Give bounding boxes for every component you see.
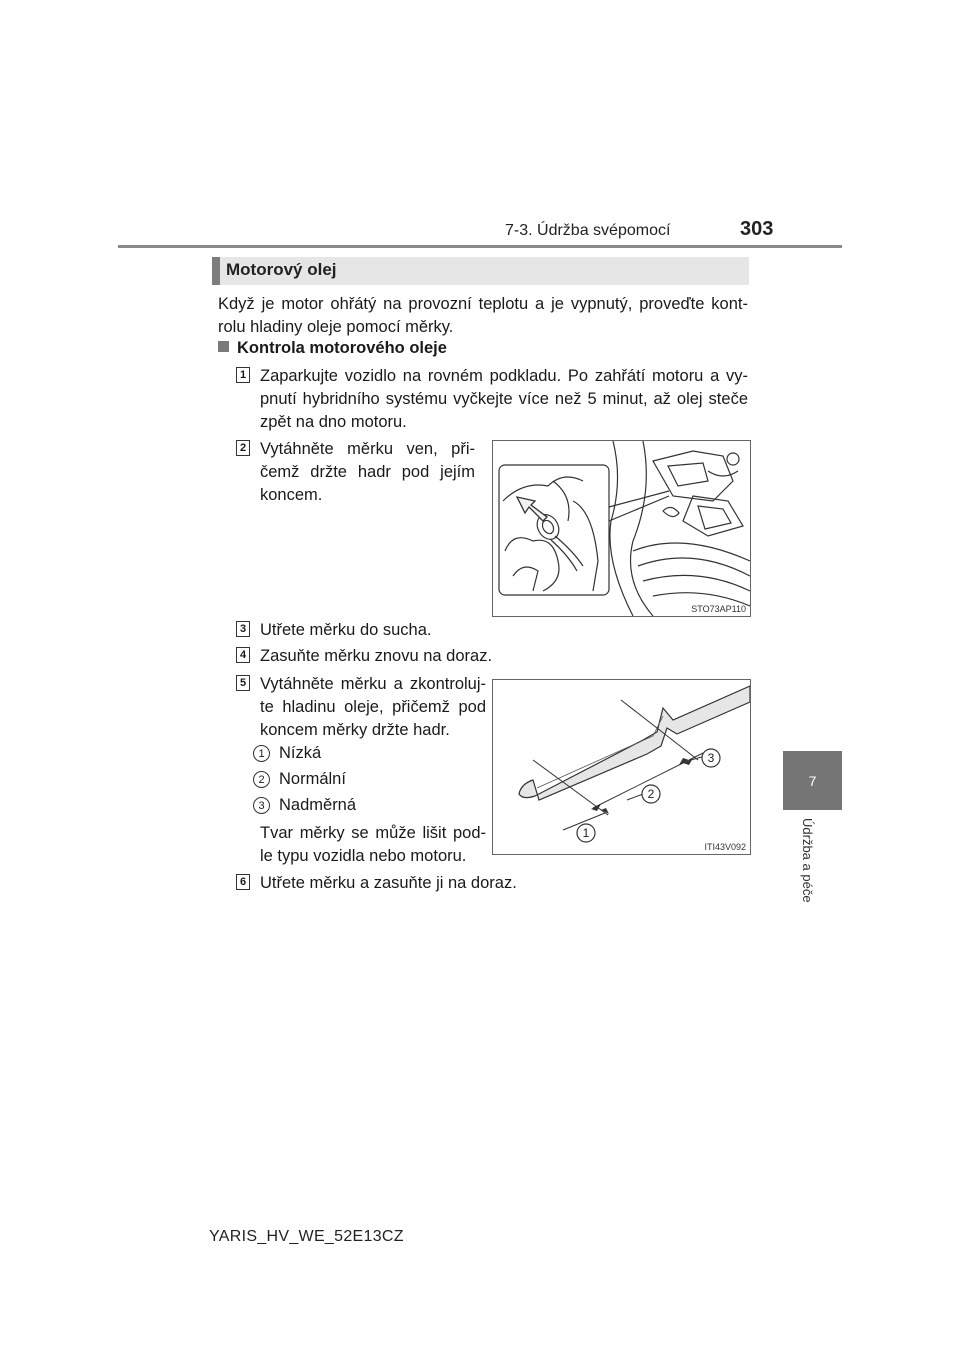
- step-number-2: 2: [236, 440, 250, 456]
- dipstick-illustration: [493, 680, 750, 854]
- step-1-text: [260, 365, 748, 434]
- level-number-1: 1: [253, 745, 270, 762]
- callout-3: 3: [707, 751, 715, 765]
- callout-1: 1: [582, 826, 590, 840]
- engine-bay-illustration: [493, 441, 750, 616]
- step-number-6: 6: [236, 874, 250, 890]
- dipstick-figure-code: ITI43V092: [704, 842, 746, 852]
- level-number-2: 2: [253, 771, 270, 788]
- engine-dipstick-figure: [492, 440, 751, 617]
- chapter-side-label: [800, 818, 824, 918]
- step-5-text: [260, 673, 486, 742]
- step-number-1: 1: [236, 367, 250, 383]
- level-label-normal: Normální: [279, 770, 346, 788]
- running-header-section: 7-3. Údržba svépomocí: [505, 222, 671, 239]
- step-2-line-1: Vytáhněte měrku ven, při-: [260, 440, 475, 458]
- step-6-text: Utřete měrku a zasuňte ji na doraz.: [260, 874, 517, 892]
- square-bullet-icon: [218, 341, 229, 352]
- subheading-text: Kontrola motorového oleje: [237, 339, 447, 357]
- subheading: [218, 339, 447, 358]
- step-number-5: 5: [236, 675, 250, 691]
- dipstick-level-figure: [492, 679, 751, 855]
- note-line-2: le typu vozidla nebo motoru.: [260, 847, 467, 865]
- note-line-1: Tvar měrky se může lišit pod-: [260, 824, 486, 842]
- chapter-tab: 7: [783, 751, 842, 810]
- level-label-excessive: Nadměrná: [279, 796, 357, 814]
- chapter-title: Údržba a péče: [800, 818, 815, 903]
- section-title-accent: [212, 257, 220, 285]
- intro-paragraph: Když je motor ohřátý na provozní teplotu a je vypnutý, proveďte kont-rolu hladiny oleje pomocí měrky.: [218, 295, 748, 336]
- step-number-3: 3: [236, 621, 250, 637]
- step-2-text: [260, 438, 475, 507]
- step-number-4: 4: [236, 647, 250, 663]
- engine-figure-code: STO73AP110: [691, 604, 746, 614]
- step-1-line-1: Zaparkujte vozidlo na rovném podkladu. Po zahřátí motoru a vy-: [260, 367, 748, 385]
- step-5-line-3: koncem měrky držte hadr.: [260, 721, 450, 739]
- step-1-line-2: pnutí hybridního systému vyčkejte více než 5 minut, až olej steče: [260, 390, 748, 408]
- step-1-line-3: zpět na dno motoru.: [260, 413, 407, 431]
- section-title-bar: [212, 257, 749, 285]
- callout-2: 2: [647, 787, 655, 801]
- step-4-text: Zasuňte měrku znovu na doraz.: [260, 647, 493, 665]
- header-rule: [118, 245, 842, 248]
- document-code: YARIS_HV_WE_52E13CZ: [209, 1228, 404, 1245]
- section-title: Motorový olej: [226, 260, 337, 279]
- level-number-3: 3: [253, 797, 270, 814]
- step-2-line-3: koncem.: [260, 486, 323, 504]
- step-3-text: Utřete měrku do sucha.: [260, 621, 432, 639]
- level-label-low: Nízká: [279, 744, 322, 762]
- step-5-line-2: te hladinu oleje, přičemž pod: [260, 698, 486, 716]
- page-number: 303: [740, 218, 774, 240]
- step-2-line-2: čemž držte hadr pod jejím: [260, 463, 475, 481]
- shape-note: [260, 822, 486, 868]
- step-5-line-1: Vytáhněte měrku a zkontroluj-: [260, 675, 486, 693]
